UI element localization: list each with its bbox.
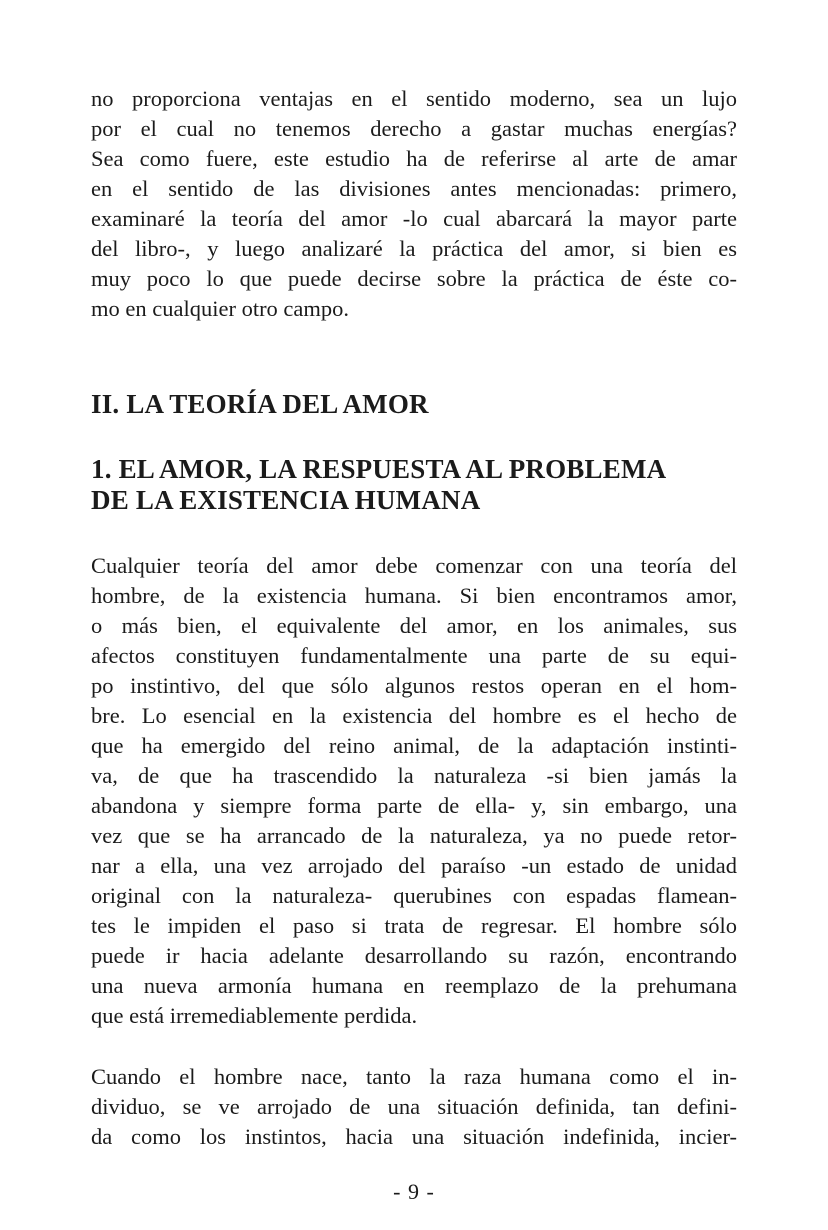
text-line: en el sentido de las divisiones antes mencionadas: primero, [91,176,737,201]
chapter-heading: II. LA TEORÍA DEL AMOR [91,389,429,419]
text-line: Cuando el hombre nace, tanto la raza humana como el in- [91,1064,737,1089]
text-line: dividuo, se ve arrojado de una situación definida, tan defini- [91,1094,737,1119]
section-heading [91,454,737,516]
text-line: que ha emergido del reino animal, de la adaptación instinti- [91,733,737,758]
text-line: Sea como fuere, este estudio ha de referirse al arte de amar [91,146,737,171]
text-line: 1. EL AMOR, LA RESPUESTA AL PROBLEMA [91,454,667,484]
text-line: Cualquier teoría del amor debe comenzar con una teoría del [91,553,737,578]
text-line: por el cual no tenemos derecho a gastar muchas energías? [91,116,737,141]
text-line: tes le impiden el paso si trata de regresar. El hombre sólo [91,913,737,938]
text-line: DE LA EXISTENCIA HUMANA [91,485,481,515]
text-line: original con la naturaleza- querubines con espadas flamean- [91,883,737,908]
text-line: vez que se ha arrancado de la naturaleza, ya no puede retor- [91,823,737,848]
text-line: puede ir hacia adelante desarrollando su razón, encontrando [91,943,737,968]
text-line: muy poco lo que puede decirse sobre la práctica de éste co- [91,266,737,291]
paragraph-intro [91,84,737,324]
text-line: mo en cualquier otro campo. [91,296,350,321]
text-line: que está irremediablemente perdida. [91,1003,418,1028]
text-line: va, de que ha trascendido la naturaleza -si bien jamás la [91,763,737,788]
text-line: nar a ella, una vez arrojado del paraíso -un estado de unidad [91,853,737,878]
text-line: po instintivo, del que sólo algunos restos operan en el hom- [91,673,737,698]
text-line: o más bien, el equivalente del amor, en los animales, sus [91,613,737,638]
page-number: - 9 - [393,1179,435,1204]
book-page [91,0,737,1207]
text-line: da como los instintos, hacia una situación indefinida, incier- [91,1124,737,1149]
text-line: una nueva armonía humana en reemplazo de la prehumana [91,973,737,998]
text-line: afectos constituyen fundamentalmente una parte de su equi- [91,643,737,668]
text-line: abandona y siempre forma parte de ella- y, sin embargo, una [91,793,737,818]
paragraph-birth [91,1062,737,1152]
text-line: no proporciona ventajas en el sentido moderno, sea un lujo [91,86,737,111]
text-line: examinaré la teoría del amor -lo cual abarcará la mayor parte [91,206,737,231]
text-line: hombre, de la existencia humana. Si bien encontramos amor, [91,583,737,608]
text-line: bre. Lo esencial en la existencia del hombre es el hecho de [91,703,737,728]
text-line: del libro-, y luego analizaré la práctica del amor, si bien es [91,236,737,261]
paragraph-theory [91,551,737,1031]
